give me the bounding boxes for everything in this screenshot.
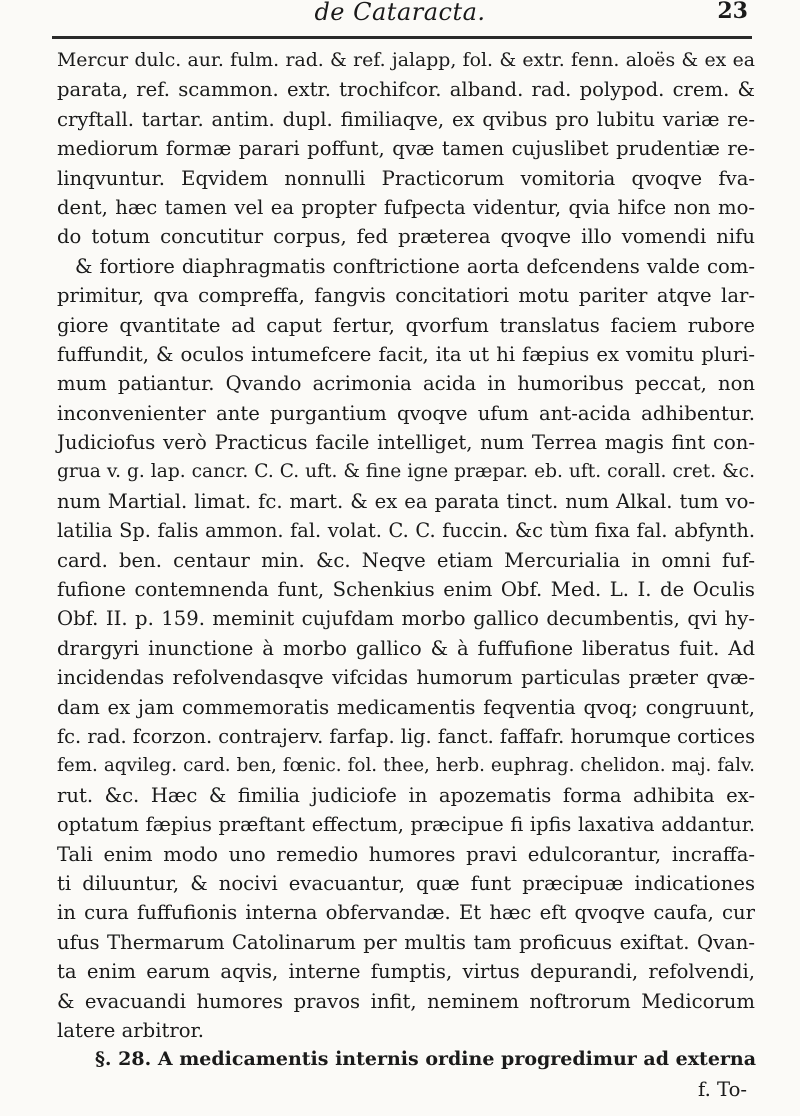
running-title: de Cataracta. — [314, 0, 486, 26]
text-line: linqvuntur. Eqvidem nonnulli Practicorum vomitoria qvoqve fva- — [57, 166, 755, 190]
text-line: mum patiantur. Qvando acrimonia acida in humoribus peccat, non — [57, 372, 755, 396]
catchword: f. To- — [698, 1077, 747, 1101]
text-line: drargyri inunctione à morbo gallico & à fuffufione liberatus fuit. Ad — [57, 636, 755, 660]
text-line: optatum fæpius præftant effectum, præcipue fi ipfis laxativa addantur. — [57, 813, 755, 837]
text-line: latilia Sp. falis ammon. fal. volat. C. C. fuccin. &c tùm fixa fal. abfynth. — [57, 519, 755, 543]
header-rule — [52, 36, 752, 39]
section-line: §. 28. A medicamentis internis ordine progredimur ad externa — [95, 1048, 757, 1071]
text-line: fem. aqvileg. card. ben, fœnic. fol. thee, herb. euphrag. chelidon. maj. falv. — [57, 755, 755, 777]
text-line: & fortiore diaphragmatis conftrictione aorta defcendens valde com- — [75, 254, 755, 278]
page-number: 23 — [717, 0, 748, 24]
text-line: num Martial. limat. fc. mart. & ex ea parata tinct. num Alkal. tum vo- — [57, 489, 755, 513]
text-line: ta enim earum aqvis, interne fumptis, virtus depurandi, refolvendi, — [57, 960, 755, 984]
text-line: Judiciofus verò Practicus facile intelliget, num Terrea magis fint con- — [57, 431, 755, 455]
text-line: mediorum formæ parari poffunt, qvæ tamen cujuslibet prudentiæ re- — [57, 137, 755, 161]
text-line: rut. &c. Hæc & fimilia judiciofe in apozematis forma adhibita ex- — [57, 783, 755, 807]
text-line: parata, ref. scammon. extr. trochifcor. alband. rad. polypod. crem. & — [57, 78, 755, 102]
text-line: fc. rad. fcorzon. contrajerv. farfap. lig. fanct. faffafr. horumque cortices — [57, 724, 755, 748]
text-line: in cura fuffufionis interna obfervandæ. Et hæc eft qvoqve caufa, cur — [57, 901, 755, 925]
text-line: giore qvantitate ad caput fertur, qvorfum translatus faciem rubore — [57, 313, 755, 337]
text-line: inconvenienter ante purgantium qvoqve ufum ant-acida adhibentur. — [57, 401, 755, 425]
text-line: Tali enim modo uno remedio humores pravi edulcorantur, incraffa- — [57, 842, 755, 866]
text-line: Obf. II. p. 159. meminit cujufdam morbo gallico decumbentis, qvi hy- — [57, 607, 755, 631]
text-line: fuffundit, & oculos intumefcere facit, ita ut hi fæpius ex vomitu pluri- — [57, 342, 755, 366]
text-line: dent, hæc tamen vel ea propter fufpecta videntur, qvia hifce non mo- — [57, 195, 755, 219]
text-line: dam ex jam commemoratis medicamentis feqventia qvoq; congruunt, — [57, 695, 755, 719]
text-line: Mercur dulc. aur. fulm. rad. & ref. jalapp, fol. & extr. fenn. aloës & ex ea — [57, 50, 755, 71]
text-line: incidendas refolvendasqve vifcidas humorum particulas præter qvæ- — [57, 666, 755, 690]
body-text — [55, 46, 755, 1104]
text-line: primitur, qva compreffa, fangvis concitatiori motu pariter atqve lar- — [57, 284, 755, 308]
text-line: ufus Thermarum Catolinarum per multis tam proficuus exiftat. Qvan- — [57, 930, 755, 954]
text-line: grua v. g. lap. cancr. C. C. uft. & fine igne præpar. eb. uft. corall. cret. &c. — [57, 461, 755, 483]
text-line: latere arbitror. — [57, 1018, 204, 1042]
text-line: do totum concutitur corpus, fed præterea qvoqve illo vomendi nifu — [57, 225, 755, 249]
text-line: card. ben. centaur min. &c. Neqve etiam Mercurialia in omni fuf- — [57, 548, 755, 572]
text-line: cryftall. tartar. antim. dupl. fimiliaqve, ex qvibus pro lubitu variæ re- — [57, 107, 755, 131]
text-line: ti diluuntur, & nocivi evacuantur, quæ funt præcipuæ indicationes — [57, 871, 755, 895]
text-line: & evacuandi humores pravos infit, neminem noftrorum Medicorum — [57, 989, 755, 1013]
text-line: fufione contemnenda funt, Schenkius enim Obf. Med. L. I. de Oculis — [57, 578, 755, 602]
running-head — [0, 0, 800, 40]
